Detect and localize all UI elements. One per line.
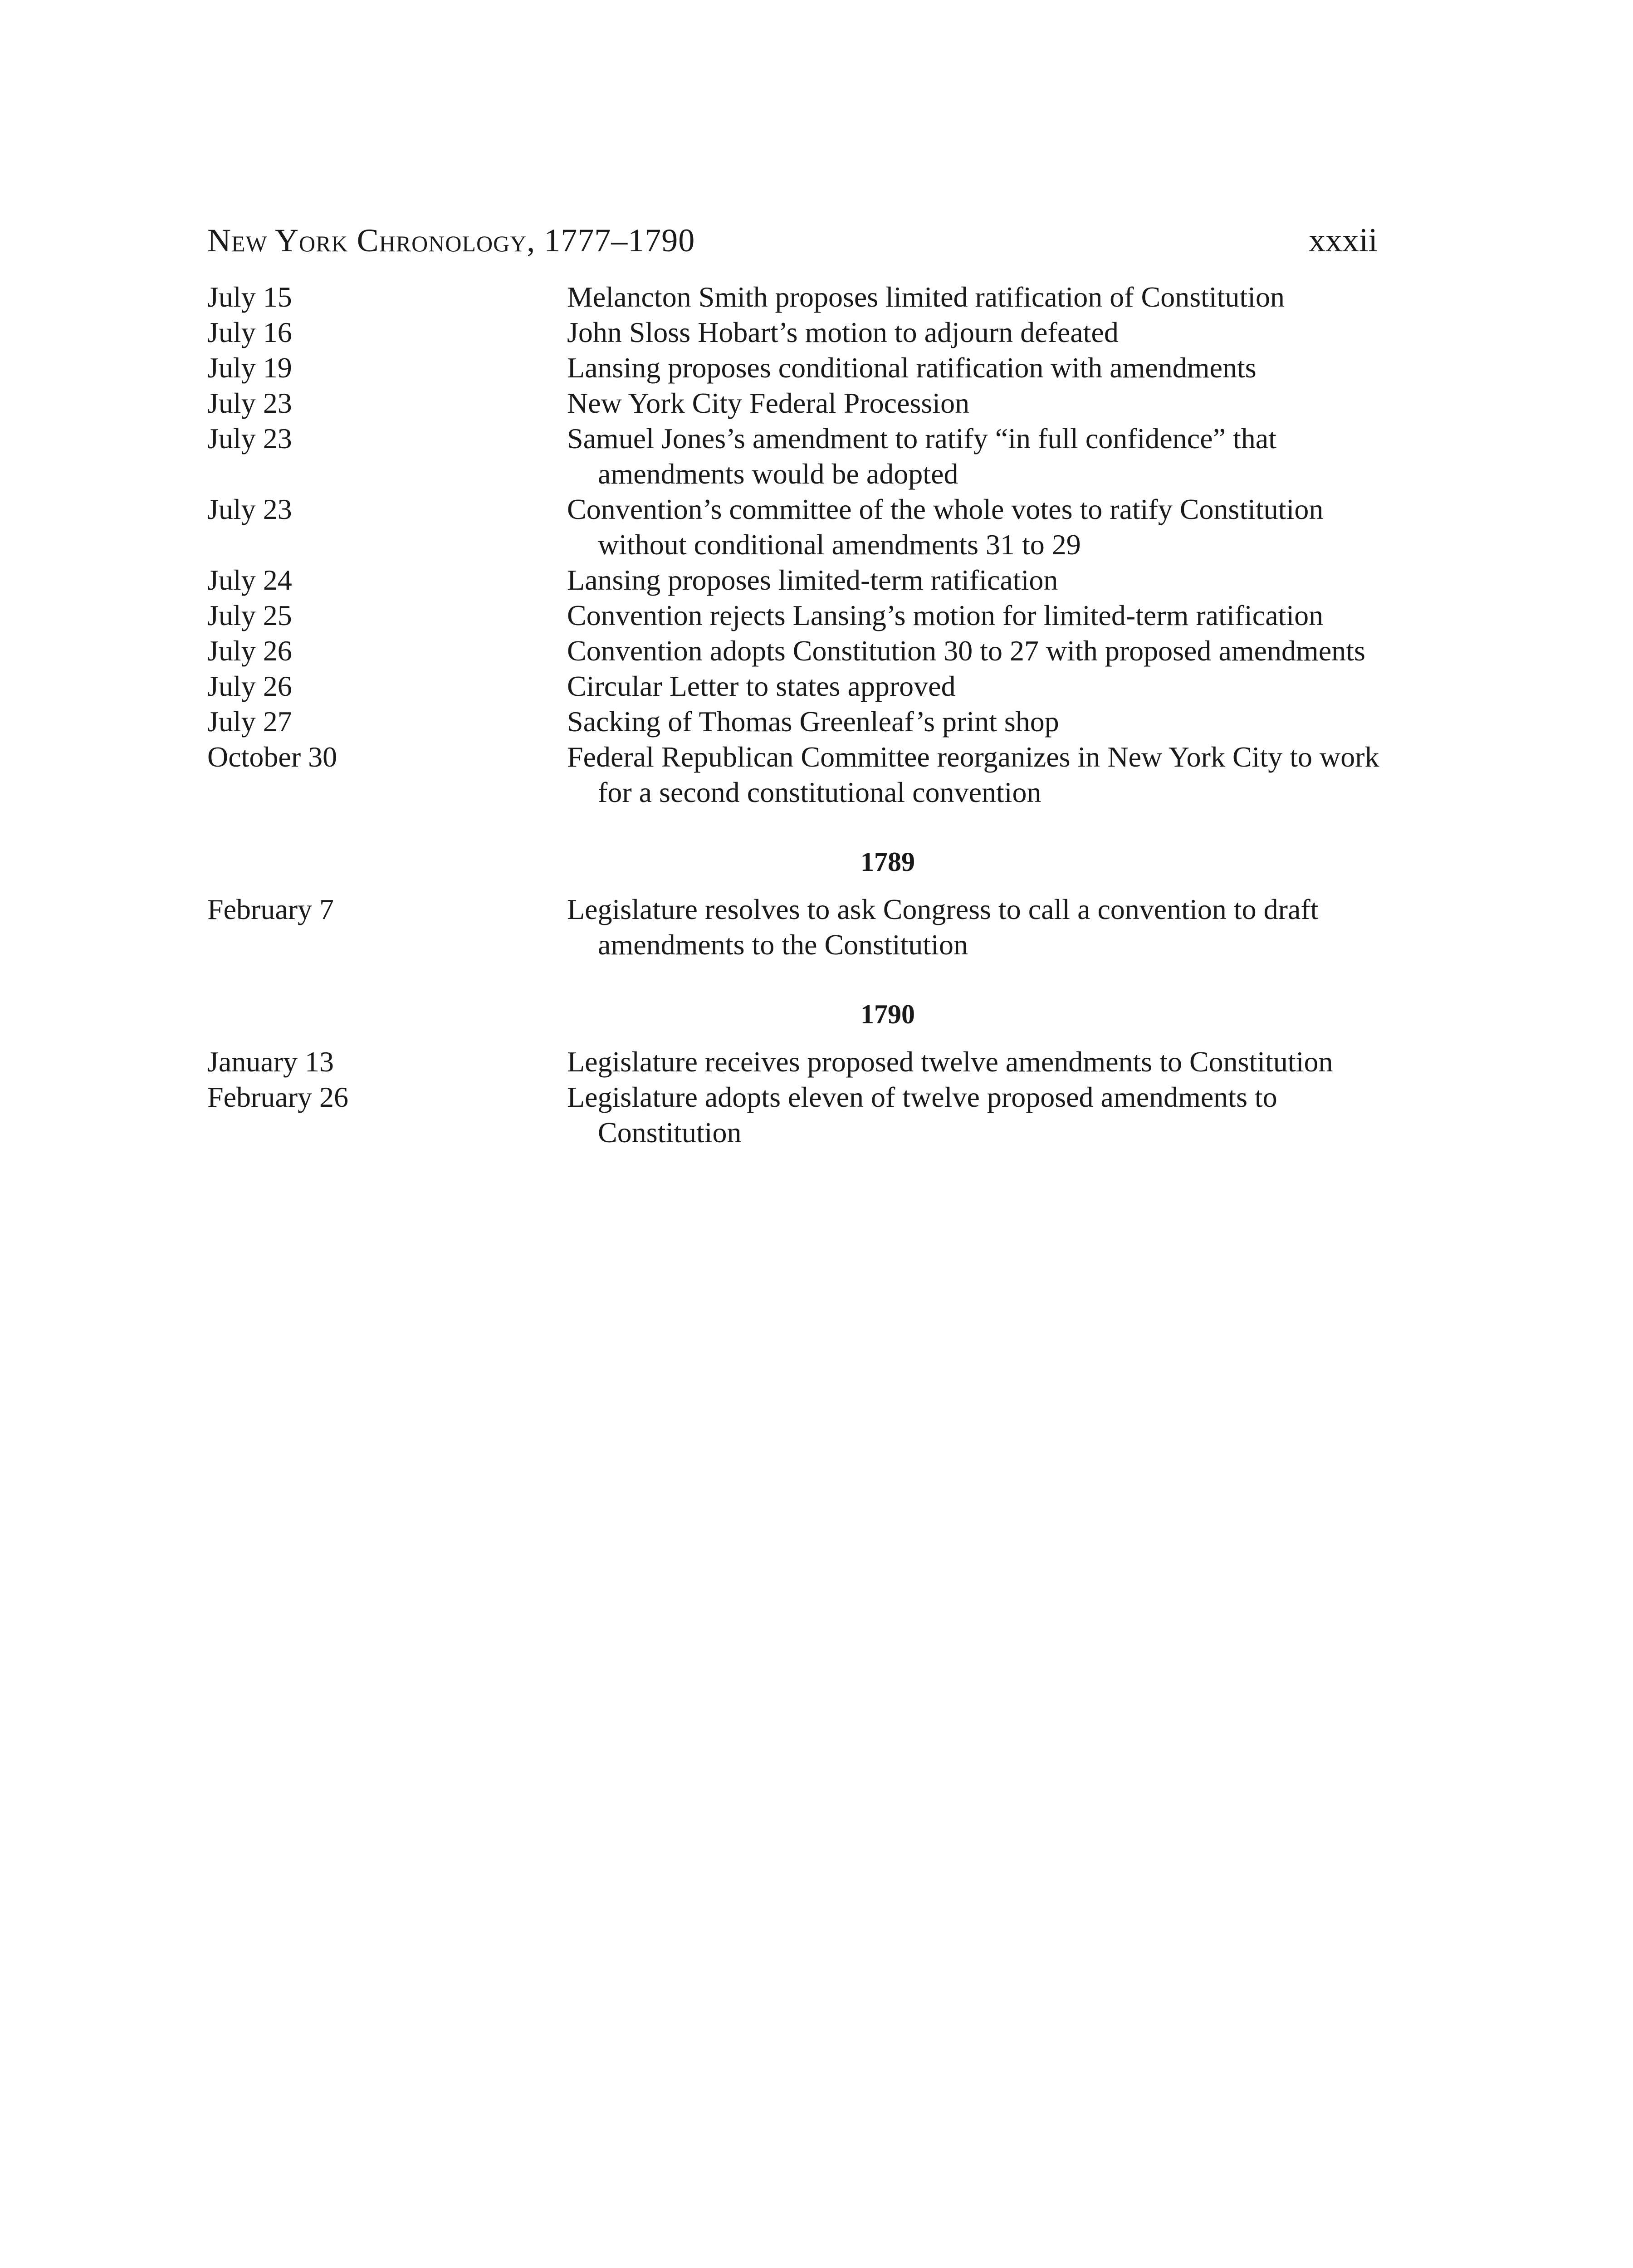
- chronology-entry: [207, 421, 1382, 492]
- entry-description: Convention rejects Lansing’s motion for limited-term ratification: [567, 599, 1324, 631]
- chronology-entry: [207, 350, 1382, 386]
- chronology-entry: [207, 739, 1382, 810]
- entry-date: July 25: [207, 599, 292, 631]
- chronology-entry: [207, 633, 1382, 669]
- entry-date: July 24: [207, 564, 292, 596]
- entry-description: Legislature resolves to ask Congress to call a convention to draft amendments to the Constitution: [567, 893, 1319, 961]
- entry-date: October 30: [207, 741, 337, 773]
- entry-date: February 7: [207, 893, 334, 925]
- entry-date: July 15: [207, 281, 292, 313]
- entry-date: July 23: [207, 387, 292, 419]
- chronology-entry: [207, 1080, 1382, 1150]
- chronology-entry: [207, 704, 1382, 739]
- entry-description: Convention adopts Constitution 30 to 27 with proposed amendments: [567, 635, 1365, 667]
- chronology-entry: [207, 892, 1382, 963]
- chronology-entry: [207, 598, 1382, 633]
- entry-description: Convention’s committee of the whole votes to ratify Constitution without conditional amendments 31 to 29: [567, 493, 1324, 561]
- year-heading: 1789: [861, 847, 915, 877]
- chronology-list: [207, 279, 1382, 1150]
- year-heading: 1790: [861, 999, 915, 1029]
- chronology-entry: [207, 315, 1382, 350]
- entry-description: Melancton Smith proposes limited ratification of Constitution: [567, 281, 1285, 313]
- entry-description: Federal Republican Committee reorganizes in New York City to work for a second constitutional convention: [567, 741, 1379, 808]
- entry-description: Lansing proposes conditional ratification with amendments: [567, 352, 1257, 384]
- chronology-entry: [207, 492, 1382, 562]
- chronology-entry: [207, 562, 1382, 598]
- entry-date: January 13: [207, 1046, 334, 1078]
- running-head-title: New York Chronology, 1777–1790: [207, 222, 695, 259]
- entry-date: July 16: [207, 316, 292, 348]
- chronology-entry: [207, 1044, 1382, 1080]
- entry-date: July 27: [207, 705, 292, 738]
- entry-date: July 26: [207, 670, 292, 702]
- chronology-entry: [207, 669, 1382, 704]
- entry-date: July 26: [207, 635, 292, 667]
- chronology-entry: [207, 386, 1382, 421]
- running-head: [207, 213, 1382, 268]
- entry-date: July 23: [207, 422, 292, 455]
- entry-description: Legislature receives proposed twelve amendments to Constitution: [567, 1046, 1333, 1078]
- chronology-page: [207, 213, 1382, 1150]
- entry-description: John Sloss Hobart’s motion to adjourn defeated: [567, 316, 1119, 348]
- entry-description: Legislature adopts eleven of twelve proposed amendments to Constitution: [567, 1081, 1277, 1149]
- entry-date: July 19: [207, 352, 292, 384]
- entry-date: February 26: [207, 1081, 349, 1113]
- entry-description: Lansing proposes limited-term ratification: [567, 564, 1058, 596]
- page-number: xxxii: [1308, 222, 1378, 259]
- chronology-entry: [207, 279, 1382, 315]
- entry-description: Sacking of Thomas Greenleaf’s print shop: [567, 705, 1059, 738]
- entry-description: Circular Letter to states approved: [567, 670, 956, 702]
- entry-description: New York City Federal Procession: [567, 387, 970, 419]
- entry-description: Samuel Jones’s amendment to ratify “in full confidence” that amendments would be adopted: [567, 422, 1276, 490]
- entry-date: July 23: [207, 493, 292, 525]
